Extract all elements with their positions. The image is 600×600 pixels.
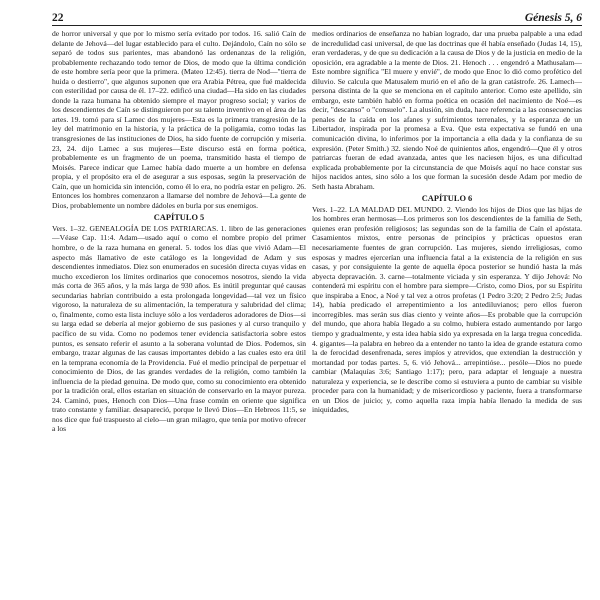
chapter-heading: CAPÍTULO 6 — [421, 194, 473, 204]
book-chapter-title: Génesis 5, 6 — [524, 12, 582, 24]
chapter-heading: CAPÍTULO 5 — [153, 213, 205, 223]
commentary-paragraph: Vers. 1–22. LA MALDAD DEL MUNDO. 2. Viendo los hijos de Dios que las hijas de los hombres eran hermosas—Los primeros son los descendientes de la familia de Seth, quienes eran profesión religiosos; las segundas son de la familia de Caín el apóstata. Casamientos mixtos, entre personas de principios y prácticas opuestos eran necesariamente fuentes de gran corrupción. Las mujeres, siendo irreligiosas, como esposas y madres ejercerían una influencia fatal a la existencia de la religión en sus casas, y por consiguiente la gente de aquella época posterior se hundió hasta la más abyecta depravación. 3. carne—totalmente viciada y sin esperanza. Y dijo Jehová: No contenderá mi espíritu con el hombre para siempre—Cristo, como Dios, por su Espíritu que inspiraba a Enoc, a Noé y tal vez a otros profetas (1 Pedro 3:20; 2 Pedro 2:5; Judas 14), había predicado el arrepentimiento a los antediluvianos; pero ellos fueron incorregibles. mas serán sus días ciento y veinte años—Es probable que la corrupción del mundo, que ahora había llegado a su colmo, hubiera estado aumentando por largo tiempo y gradualmente, y esta idea había sido ya expresada en la larga tregua concedida. 4. gigantes—la palabra en hebreo da a entender no tanto la idea de grande estatura como la de ferocidad desenfrenada, seres impíos y atrevidos, que extendían la destrucción y mortandad por todas partes. 5, 6. vió Jehová... arrepintióse... pesóle—Dios no puede cambiar (Malaquías 3:6; Santiago 1:17); pero, para adaptar el lenguaje a nuestra naturaleza y experiencia, se le describe como si estuviera a punto de cambiar su visible proceder para con la humanidad; y de misericordioso y paciente, fuera a transformarse en un Dios de juicio; y, como aquella raza impía había llenado la medida de sus iniquidades, — [312, 204, 582, 415]
right-column — [312, 29, 582, 594]
left-column — [52, 29, 306, 594]
running-header — [52, 6, 582, 24]
commentary-paragraph: medios ordinarios de enseñanza no habían logrado, dar una prueba palpable a una edad de incredulidad casi universal, de que las doctrinas que él había enseñado (Judas 14, 15), eran verdaderas, y de que su dedicación a la causa de Dios y de la justicia en medio de la oposición, era agradable a la mente de Dios. 21. Henoch . . . engendró a Mathusalam—Este nombre significa "El muere y envié", de modo que Enoc lo dió como profético del diluvio. Se calcula que Matusalem murió en el año de la gran catástrofe. 26. Lamech—persona distinta de la que se menciona en el capítulo anterior. Como este apellido, sin embargo, este también habló en forma poética en ocasión del nacimiento de Noé—es decir, "descanso" o "consuelo". La alusión, sin duda, hace referencia a las consecuencias penales de la caída en los afanes y sufrimientos terrenales, y la esperanza de un Libertador, inspirada por la promesa a Eva. Que esta expectativa se fundó en una comunicación divina, lo inferimos por la importancia a ella dada y la confianza de su expresión. (Peter Smith.) 32. siendo Noé de quinientos años, engendró—Que él y otros patriarcas fueran de edad avanzada, antes que les naciesen hijos, es una dificultad explicada probablemente por la circunstancia de que Moisés aquí no hace constar sus hijos nacidos antes, sino sólo a los que forman la sucesión desde Adam por medio de Seth hasta Abraham. — [312, 29, 582, 191]
commentary-paragraph: Vers. 1–32. GENEALOGÍA DE LOS PATRIARCAS. 1. libro de las generaciones—Véase Cap. 11:4. Adam—usado aquí o como el nombre propio del primer hombre, o de la raza humana en general. 5. todos los días que vivió Adam—El aspecto más llamativo de este catálogo es la longevidad de Adam y sus descendientes inmediatos. Diez son enumerados en sucesión directa cuyas vidas en mucho excedieron los límites ordinarios que conocemos nosotros, siendo la vida más corta de 365 años, y la más larga de 930 años. Es inútil preguntar qué causas secundarias habrían contribuido a esta prolongada longevidad—tal vez un físico vigoroso, la naturaleza de su alimentación, la temperatura y salubridad del clima; o, finalmente, como esta lista incluye sólo a los verdaderos adoradores de Dios—si su larga edad se debería al mejor gobierno de sus pasiones y al curso tranquilo y pacífico de su vida. Como no podemos tener evidencia satisfactoria sobre estos puntos, es sensato referir el asunto a la soberana voluntad de Dios. Podemos, sin embargo, trazar algunas de las causas importantes debido a las cuales esto era útil en la temprana economía de la Providencia. Fué el medio principal de perpetuar el conocimiento de Dios, de las grandes verdades de la religión, como también la influencia de la piedad genuina. De modo que, como su conocimiento era obtenido por la tradición oral, ellos estarían en situación de conservarlo en la mayor pureza. 24. Caminó, pues, Henoch con Dios—Una frase común en oriente que significa trato constante y familiar. desapareció, porque le llevó Dios—En Hebreos 11:5, se nos dice que fué traspuesto al cielo—un gran milagro, que tenía por motivo ofrecer a los — [52, 223, 306, 434]
page-number: 22 — [52, 12, 64, 24]
commentary-paragraph: de horror universal y que por lo mismo sería evitado por todos. 16. salió Caín de delante de Jehová—del lugar establecido para el culto. Dejándolo, Caín no sólo se separó de todos sus parientes, mas abandonó las ordenanzas de la religión, probablemente rechazando todo temor de Dios, de modo que la última condición de este hombre sería peor que la primera. (Mateo 12:45). tierra de Nod—"tierra de huida o destierro", que algunos suponen que era Arabia Pétrea, que fué maldecida con esterilidad por causa de él. 17–22. edificó una ciudad—Ha sido en las ciudades donde la raza humana ha obtenido siempre el mayor progreso social; y varios de los descendientes de Caín se distinguieron por su talento inventivo en el área de las artes. 19. tomó para sí Lamec dos mujeres—Esta es la primera transgresión de la ley del matrimonio en la historia, y la práctica de la poligamia, como todas las transgresiones de las instituciones de Dios, ha sido fuente de corrupción y miseria. 23, 24. dijo Lamec a sus mujeres—Este discurso está en forma poética, probablemente es un fragmento de un poema, transmitido hasta el tiempo de Moisés. Parece indicar que Lamec había dado muerte a un hombre en defensa propia, y el propósito era el de asegurar a sus esposas, según la preservación de Caín, que un homicida sin intención, como él lo era, no podría estar en peligro. 26. Entonces los hombres comenzaron a llamarse del nombre de Jehová—La gente de Dios, probablemente un nombre dádoles en burla por sus enemigos. — [52, 29, 306, 210]
header-rule — [52, 25, 582, 26]
